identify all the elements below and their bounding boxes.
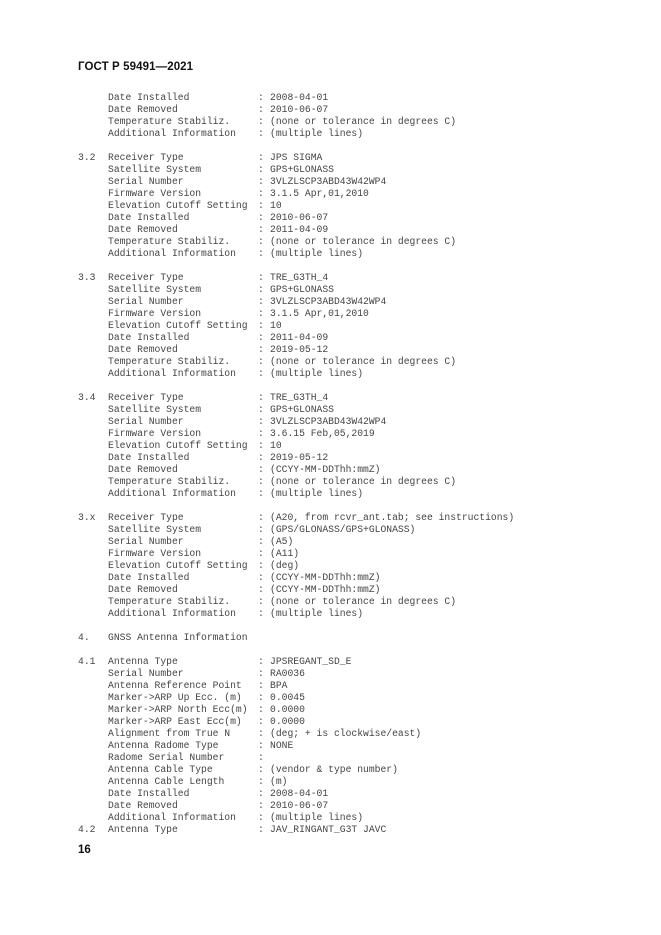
field-value: GPS+GLONASS	[270, 164, 334, 175]
field-row	[78, 272, 638, 284]
field-colon: :	[258, 440, 264, 451]
field-value: 3VLZLSCP3ABD43W42WP4	[270, 176, 387, 187]
field-row	[78, 236, 638, 248]
field-colon: :	[258, 692, 264, 703]
field-label: Marker->ARP North Ecc(m)	[108, 704, 248, 715]
field-row	[78, 800, 638, 812]
field-row	[78, 716, 638, 728]
section-number	[78, 488, 108, 500]
field-row	[78, 164, 638, 176]
document-header: ГОСТ Р 59491—2021	[78, 61, 194, 73]
field-colon: :	[258, 740, 264, 751]
field-row	[78, 596, 638, 608]
section-number	[78, 764, 108, 776]
field-row	[78, 188, 638, 200]
section-number	[78, 344, 108, 356]
field-value: (GPS/GLONASS/GPS+GLONASS)	[270, 524, 416, 535]
field-label: Temperature Stabiliz.	[108, 356, 231, 367]
field-row	[78, 116, 638, 128]
section-number	[78, 716, 108, 728]
field-label: Marker->ARP East Ecc(m)	[108, 716, 242, 727]
field-value: (none or tolerance in degrees C)	[270, 476, 457, 487]
field-row	[78, 464, 638, 476]
field-label: Antenna Cable Type	[108, 764, 213, 775]
field-value: 0.0000	[270, 716, 305, 727]
field-colon: :	[258, 524, 264, 535]
section-number	[78, 536, 108, 548]
section-number	[78, 668, 108, 680]
field-row	[78, 812, 638, 824]
field-colon: :	[258, 296, 264, 307]
field-label: Additional Information	[108, 368, 236, 379]
field-label: Date Installed	[108, 572, 190, 583]
field-label: Satellite System	[108, 164, 202, 175]
field-value: (CCYY-MM-DDThh:mmZ)	[270, 584, 381, 595]
field-colon: :	[258, 752, 264, 763]
field-value: (deg)	[270, 560, 300, 571]
field-label: Receiver Type	[108, 272, 184, 283]
section-number	[78, 692, 108, 704]
field-colon: :	[258, 584, 264, 595]
field-row	[78, 668, 638, 680]
field-colon: :	[258, 488, 264, 499]
field-label: Date Removed	[108, 464, 178, 475]
field-row	[78, 392, 638, 404]
field-label: Additional Information	[108, 488, 236, 499]
field-label: Additional Information	[108, 812, 236, 823]
field-colon: :	[258, 656, 264, 667]
blank-line	[78, 500, 638, 512]
field-value: 0.0000	[270, 704, 305, 715]
field-colon: :	[258, 536, 264, 547]
field-label: Additional Information	[108, 128, 236, 139]
field-value: (A20, from rcvr_ant.tab; see instructions)	[270, 512, 515, 523]
field-colon: :	[258, 320, 264, 331]
field-row	[78, 176, 638, 188]
section-number	[78, 356, 108, 368]
field-row	[78, 680, 638, 692]
section-number	[78, 452, 108, 464]
field-row	[78, 344, 638, 356]
section-number	[78, 116, 108, 128]
field-label: Temperature Stabiliz.	[108, 236, 231, 247]
field-label: Marker->ARP Up Ecc. (m)	[108, 692, 242, 703]
field-label: Radome Serial Number	[108, 752, 225, 763]
field-colon: :	[258, 104, 264, 115]
field-row	[78, 248, 638, 260]
field-row	[78, 404, 638, 416]
field-value: (deg; + is clockwise/east)	[270, 728, 422, 739]
field-row	[78, 608, 638, 620]
field-row	[78, 152, 638, 164]
field-value: RA0036	[270, 668, 305, 679]
field-value: 3VLZLSCP3ABD43W42WP4	[270, 416, 387, 427]
field-row	[78, 440, 638, 452]
field-colon: :	[258, 764, 264, 775]
field-label: Additional Information	[108, 248, 236, 259]
section-number	[78, 176, 108, 188]
field-colon: :	[258, 236, 264, 247]
field-colon: :	[258, 800, 264, 811]
field-label: Date Installed	[108, 788, 190, 799]
section-number	[78, 248, 108, 260]
section-number	[78, 212, 108, 224]
field-value: 2019-05-12	[270, 344, 329, 355]
field-label: Receiver Type	[108, 392, 184, 403]
field-value: 0.0045	[270, 692, 305, 703]
field-value: (none or tolerance in degrees C)	[270, 116, 457, 127]
field-value: (m)	[270, 776, 288, 787]
section-number	[78, 476, 108, 488]
field-colon: :	[258, 788, 264, 799]
field-label: Serial Number	[108, 668, 184, 679]
field-label: Serial Number	[108, 416, 184, 427]
section-number	[78, 788, 108, 800]
field-colon: :	[258, 668, 264, 679]
field-colon: :	[258, 308, 264, 319]
field-label: Date Removed	[108, 800, 178, 811]
field-value: 10	[270, 320, 282, 331]
field-value: (multiple lines)	[270, 812, 364, 823]
section-number	[78, 464, 108, 476]
field-row	[78, 332, 638, 344]
section-number	[78, 704, 108, 716]
section-number	[78, 128, 108, 140]
field-label: Satellite System	[108, 524, 202, 535]
field-value: 3VLZLSCP3ABD43W42WP4	[270, 296, 387, 307]
section-number: 3.4	[78, 392, 96, 403]
field-value: (none or tolerance in degrees C)	[270, 356, 457, 367]
field-value: (none or tolerance in degrees C)	[270, 596, 457, 607]
field-label: Receiver Type	[108, 152, 184, 163]
field-colon: :	[258, 704, 264, 715]
field-row	[78, 200, 638, 212]
field-row	[78, 512, 638, 524]
field-label: Date Removed	[108, 224, 178, 235]
field-row	[78, 584, 638, 596]
field-label: Date Removed	[108, 584, 178, 595]
field-value: 3.1.5 Apr,01,2010	[270, 188, 369, 199]
field-colon: :	[258, 92, 264, 103]
field-row	[78, 296, 638, 308]
field-value: TRE_G3TH_4	[270, 272, 329, 283]
section-number	[78, 224, 108, 236]
field-value: 10	[270, 200, 282, 211]
field-row	[78, 692, 638, 704]
field-label: Serial Number	[108, 296, 184, 307]
blank-line	[78, 380, 638, 392]
section-number	[78, 800, 108, 812]
field-value: 10	[270, 440, 282, 451]
section-number	[78, 164, 108, 176]
log-section	[78, 632, 638, 644]
field-label: Date Installed	[108, 212, 190, 223]
field-label: Date Removed	[108, 344, 178, 355]
log-section	[78, 656, 638, 824]
field-label: Temperature Stabiliz.	[108, 476, 231, 487]
field-colon: :	[258, 680, 264, 691]
section-number: 4.2	[78, 824, 96, 835]
field-colon: :	[258, 512, 264, 523]
field-colon: :	[258, 476, 264, 487]
field-label: Antenna Type	[108, 824, 178, 835]
section-number	[78, 200, 108, 212]
section-number	[78, 440, 108, 452]
field-colon: :	[258, 560, 264, 571]
field-colon: :	[258, 152, 264, 163]
log-section	[78, 824, 638, 836]
field-value: (multiple lines)	[270, 128, 364, 139]
field-label: Firmware Version	[108, 188, 202, 199]
field-label: Elevation Cutoff Setting	[108, 200, 248, 211]
field-value: (multiple lines)	[270, 608, 364, 619]
field-row	[78, 356, 638, 368]
field-colon: :	[258, 416, 264, 427]
log-section	[78, 512, 638, 620]
section-number	[78, 752, 108, 764]
section-number	[78, 284, 108, 296]
blank-line	[78, 260, 638, 272]
field-label: Antenna Cable Length	[108, 776, 225, 787]
field-label: Antenna Type	[108, 656, 178, 667]
field-row	[78, 704, 638, 716]
field-colon: :	[258, 824, 264, 835]
field-value: (CCYY-MM-DDThh:mmZ)	[270, 464, 381, 475]
field-row	[78, 368, 638, 380]
log-section	[78, 152, 638, 260]
field-value: 2008-04-01	[270, 788, 329, 799]
field-colon: :	[258, 356, 264, 367]
section-number	[78, 548, 108, 560]
field-colon: :	[258, 392, 264, 403]
field-colon: :	[258, 548, 264, 559]
field-colon: :	[258, 272, 264, 283]
section-number: 3.2	[78, 152, 96, 163]
field-label: Serial Number	[108, 536, 184, 547]
section-number	[78, 296, 108, 308]
section-number	[78, 608, 108, 620]
field-label: Satellite System	[108, 404, 202, 415]
field-value: JAV_RINGANT_G3T JAVC	[270, 824, 387, 835]
field-label: Elevation Cutoff Setting	[108, 560, 248, 571]
field-row	[78, 572, 638, 584]
section-number	[78, 812, 108, 824]
field-colon: :	[258, 464, 264, 475]
field-label: Firmware Version	[108, 548, 202, 559]
field-label: Elevation Cutoff Setting	[108, 440, 248, 451]
field-row	[78, 128, 638, 140]
field-label: Alignment from True N	[108, 728, 231, 739]
section-number	[78, 236, 108, 248]
field-row	[78, 308, 638, 320]
field-row	[78, 488, 638, 500]
field-value: 3.6.15 Feb,05,2019	[270, 428, 375, 439]
field-row	[78, 560, 638, 572]
field-colon: :	[258, 452, 264, 463]
field-colon: :	[258, 212, 264, 223]
field-row	[78, 428, 638, 440]
field-value: (multiple lines)	[270, 488, 364, 499]
field-colon: :	[258, 812, 264, 823]
field-value: 2008-04-01	[270, 92, 329, 103]
field-label: Date Installed	[108, 332, 190, 343]
field-row	[78, 536, 638, 548]
field-value: NONE	[270, 740, 294, 751]
field-value: TRE_G3TH_4	[270, 392, 329, 403]
field-row	[78, 524, 638, 536]
field-row	[78, 656, 638, 668]
field-colon: :	[258, 716, 264, 727]
section-number	[78, 596, 108, 608]
field-label: Satellite System	[108, 284, 202, 295]
section-number	[78, 584, 108, 596]
section-heading	[78, 632, 638, 644]
field-row	[78, 284, 638, 296]
field-colon: :	[258, 200, 264, 211]
field-colon: :	[258, 284, 264, 295]
field-colon: :	[258, 608, 264, 619]
field-label: Temperature Stabiliz.	[108, 116, 231, 127]
section-number	[78, 92, 108, 104]
field-value: 2011-04-09	[270, 224, 329, 235]
field-value: GPS+GLONASS	[270, 404, 334, 415]
field-row	[78, 824, 638, 836]
field-row	[78, 452, 638, 464]
field-row	[78, 476, 638, 488]
section-number: 4.1	[78, 656, 96, 667]
log-section	[78, 92, 638, 140]
field-row	[78, 416, 638, 428]
field-value: 2010-06-07	[270, 800, 329, 811]
field-colon: :	[258, 404, 264, 415]
section-number: 3.3	[78, 272, 96, 283]
field-label: Date Installed	[108, 92, 190, 103]
field-label: Receiver Type	[108, 512, 184, 523]
field-label: Firmware Version	[108, 428, 202, 439]
field-colon: :	[258, 332, 264, 343]
field-label: Antenna Radome Type	[108, 740, 219, 751]
field-colon: :	[258, 572, 264, 583]
section-number	[78, 728, 108, 740]
field-row	[78, 92, 638, 104]
section-number	[78, 560, 108, 572]
section-number	[78, 416, 108, 428]
field-colon: :	[258, 188, 264, 199]
section-number	[78, 104, 108, 116]
field-colon: :	[258, 176, 264, 187]
field-label: Firmware Version	[108, 308, 202, 319]
section-number	[78, 332, 108, 344]
field-value: GPS+GLONASS	[270, 284, 334, 295]
field-value: (none or tolerance in degrees C)	[270, 236, 457, 247]
field-colon: :	[258, 116, 264, 127]
field-colon: :	[258, 428, 264, 439]
field-row	[78, 764, 638, 776]
field-value: (A5)	[270, 536, 294, 547]
blank-line	[78, 140, 638, 152]
field-value: (vendor & type number)	[270, 764, 398, 775]
section-number	[78, 680, 108, 692]
field-value: 2010-06-07	[270, 212, 329, 223]
section-number	[78, 368, 108, 380]
field-row	[78, 224, 638, 236]
field-colon: :	[258, 344, 264, 355]
log-section	[78, 272, 638, 380]
log-section	[78, 392, 638, 500]
page-number: 16	[78, 844, 91, 856]
section-number	[78, 320, 108, 332]
field-value: (A11)	[270, 548, 300, 559]
section-number	[78, 428, 108, 440]
field-row	[78, 740, 638, 752]
field-label: Elevation Cutoff Setting	[108, 320, 248, 331]
field-row	[78, 548, 638, 560]
section-number: 4.	[78, 632, 90, 643]
field-row	[78, 104, 638, 116]
section-number	[78, 740, 108, 752]
field-value: 2011-04-09	[270, 332, 329, 343]
section-title: GNSS Antenna Information	[108, 632, 248, 643]
field-value: (multiple lines)	[270, 248, 364, 259]
field-value: 2010-06-07	[270, 104, 329, 115]
field-colon: :	[258, 248, 264, 259]
section-number	[78, 308, 108, 320]
section-number: 3.x	[78, 512, 96, 523]
field-colon: :	[258, 164, 264, 175]
field-value: JPS SIGMA	[270, 152, 323, 163]
field-value: 3.1.5 Apr,01,2010	[270, 308, 369, 319]
field-row	[78, 788, 638, 800]
field-value: JPSREGANT_SD_E	[270, 656, 352, 667]
field-colon: :	[258, 224, 264, 235]
document-body	[78, 92, 638, 836]
section-number	[78, 404, 108, 416]
field-value: BPA	[270, 680, 288, 691]
field-value: (CCYY-MM-DDThh:mmZ)	[270, 572, 381, 583]
field-colon: :	[258, 596, 264, 607]
field-value: 2019-05-12	[270, 452, 329, 463]
field-label: Date Installed	[108, 452, 190, 463]
field-label: Serial Number	[108, 176, 184, 187]
section-number	[78, 572, 108, 584]
field-label: Additional Information	[108, 608, 236, 619]
field-row	[78, 212, 638, 224]
field-row	[78, 320, 638, 332]
field-colon: :	[258, 128, 264, 139]
field-row	[78, 776, 638, 788]
field-value: (multiple lines)	[270, 368, 364, 379]
section-number	[78, 776, 108, 788]
field-label: Antenna Reference Point	[108, 680, 242, 691]
blank-line	[78, 620, 638, 632]
field-colon: :	[258, 728, 264, 739]
field-label: Date Removed	[108, 104, 178, 115]
field-colon: :	[258, 776, 264, 787]
field-row	[78, 752, 638, 764]
blank-line	[78, 644, 638, 656]
field-label: Temperature Stabiliz.	[108, 596, 231, 607]
section-number	[78, 188, 108, 200]
field-colon: :	[258, 368, 264, 379]
field-row	[78, 728, 638, 740]
section-number	[78, 524, 108, 536]
